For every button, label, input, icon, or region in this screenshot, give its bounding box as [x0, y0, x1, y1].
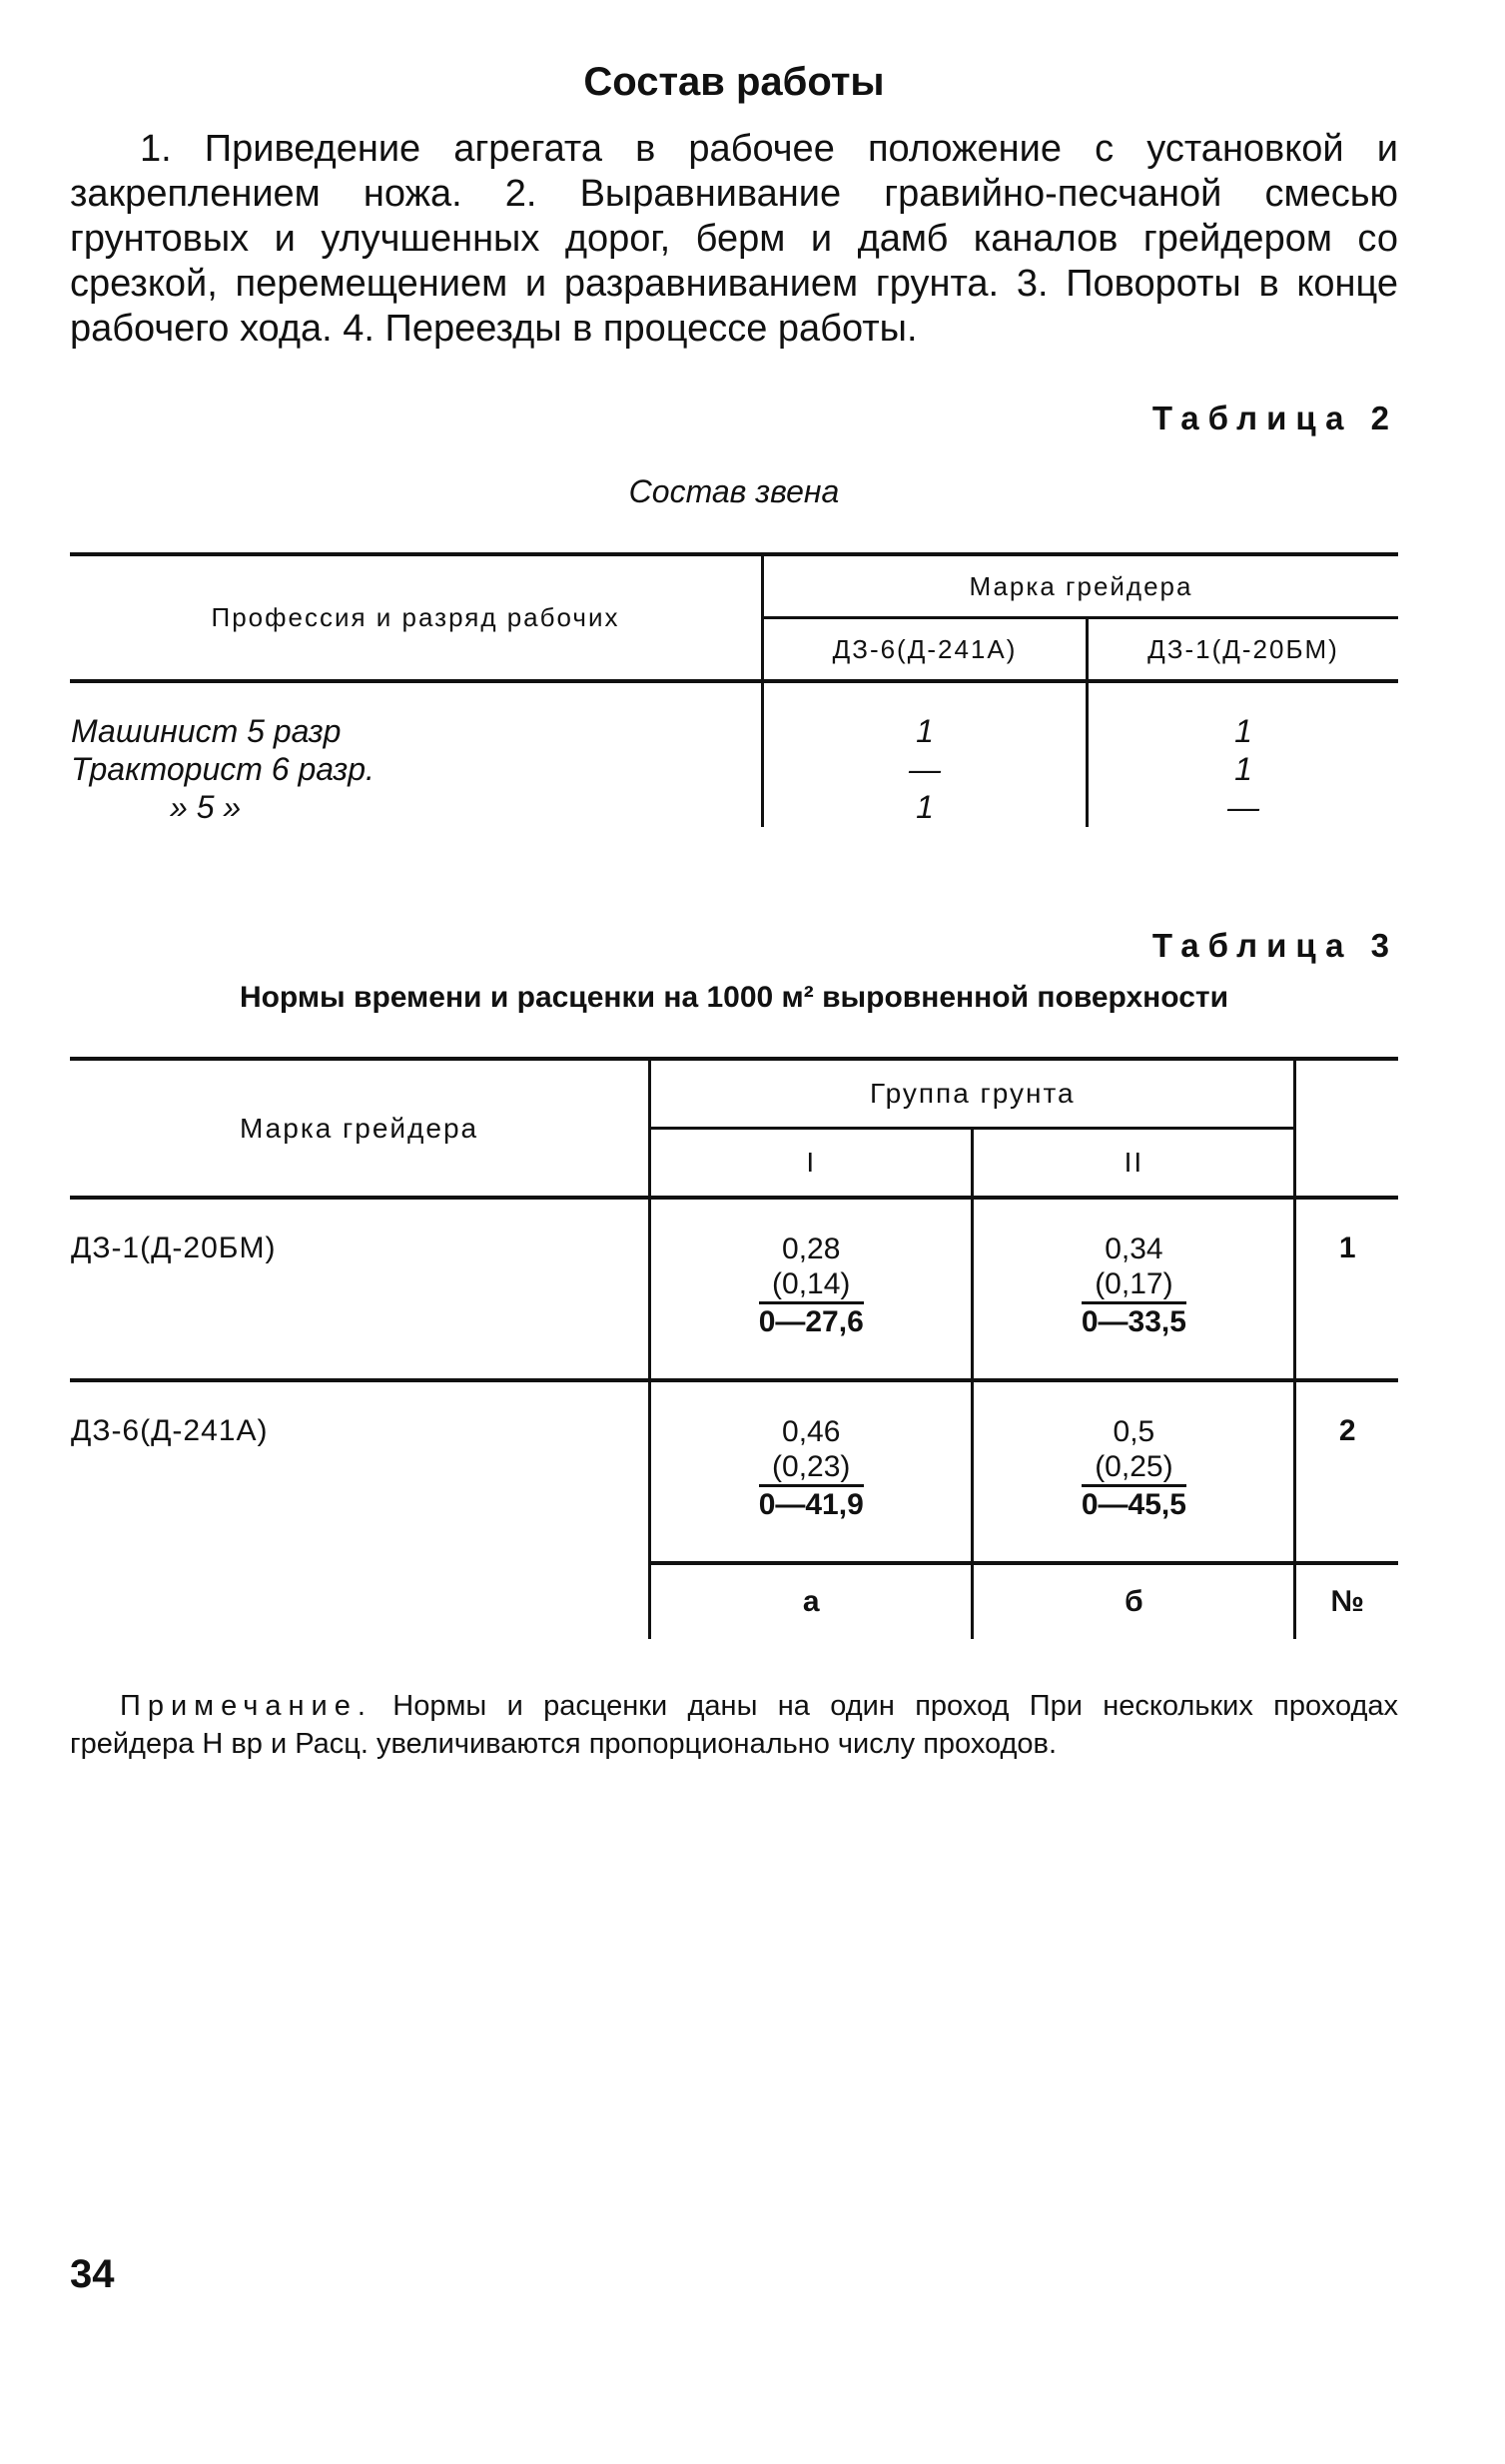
norms-table: [70, 1057, 1398, 1639]
header-mark: Марка грейдера: [240, 1112, 479, 1144]
work-description: 1. Приведение агрегата в рабочее положение с установкой и закреплением ножа. 2. Выравнивание гравийно-песчаной смесью грунтовых и улучшенных дорог, берм и дамб каналов грейдером со срезкой, перемещением и разравниванием грунта. 3. Повороты в конце рабочего хода. 4. Переезды в процессе работы.: [70, 128, 1398, 350]
row-number: 1: [1295, 1198, 1398, 1380]
profession-cell: Тракторист 6 разр.: [71, 751, 375, 787]
row-number: 2: [1295, 1380, 1398, 1563]
crew-row: [70, 789, 1398, 827]
norm-paren: (0,23): [759, 1449, 864, 1487]
header-dz1: ДЗ-1(Д-20БМ): [1088, 618, 1399, 682]
value-cell: —: [1088, 789, 1399, 827]
footer-col-a: а: [650, 1563, 973, 1639]
value-cell: 1: [1088, 751, 1399, 789]
rate-value: 0—41,9: [758, 1488, 864, 1521]
norm-value: 0,5: [1113, 1415, 1155, 1448]
header-grader-mark: Марка грейдера: [763, 554, 1399, 618]
footer-row: [70, 1563, 1398, 1639]
note-lead: Примечание.: [120, 1690, 373, 1722]
header-num-blank: [1295, 1059, 1398, 1198]
footer-blank: [70, 1563, 650, 1639]
crew-row: [70, 681, 1398, 751]
header-soil-group: Группа грунта: [650, 1059, 1295, 1129]
crew-table: [70, 552, 1398, 827]
header-profession: Профессия и разряд рабочих: [70, 554, 763, 681]
norms-row: [70, 1198, 1398, 1380]
footer-num-sign: №: [1295, 1563, 1398, 1639]
rate-value: 0—33,5: [1081, 1305, 1186, 1338]
norm-paren: (0,17): [1082, 1266, 1186, 1304]
norm-paren: (0,14): [759, 1266, 864, 1304]
grader-mark: ДЗ-6(Д-241А): [70, 1380, 650, 1563]
note: [70, 1687, 1398, 1763]
value-cell: —: [763, 751, 1088, 789]
page-number: 34: [70, 2252, 115, 2296]
rate-value: 0—27,6: [758, 1305, 864, 1338]
page: [70, 60, 1398, 1792]
value-cell: 1: [763, 789, 1088, 827]
value-cell: 1: [1088, 681, 1399, 751]
table3-subtitle: Нормы времени и расценки на 1000 м² выровненной поверхности: [239, 981, 1229, 1014]
norms-row: [70, 1380, 1398, 1563]
note-text: Нормы и расценки даны на один проход При нескольких проходах грейдера Н вр и Расц. увеличиваются пропорционально числу проходов.: [70, 1690, 1398, 1760]
norm-cell: [973, 1198, 1295, 1380]
norm-cell: [650, 1380, 973, 1563]
header-dz6: ДЗ-6(Д-241А): [763, 618, 1088, 682]
norm-cell: [650, 1198, 973, 1380]
table2-subtitle: Состав звена: [628, 473, 840, 509]
section-title: Состав работы: [583, 60, 885, 104]
table3-caption: Таблица 3: [1151, 927, 1398, 964]
norm-value: 0,28: [782, 1232, 841, 1265]
crew-row: [70, 751, 1398, 789]
norm-value: 0,34: [1105, 1232, 1163, 1265]
value-cell: 1: [763, 681, 1088, 751]
norm-value: 0,46: [782, 1415, 841, 1448]
profession-cell: Машинист 5 разр: [71, 713, 342, 749]
table2-caption: Таблица 2: [1151, 400, 1398, 436]
footer-col-b: б: [973, 1563, 1295, 1639]
profession-cell: » 5 »: [170, 789, 242, 825]
norm-paren: (0,25): [1082, 1449, 1186, 1487]
norm-cell: [973, 1380, 1295, 1563]
rate-value: 0—45,5: [1081, 1488, 1186, 1521]
grader-mark: ДЗ-1(Д-20БМ): [70, 1198, 650, 1380]
header-group-1: I: [650, 1129, 973, 1199]
header-group-2: II: [973, 1129, 1295, 1199]
